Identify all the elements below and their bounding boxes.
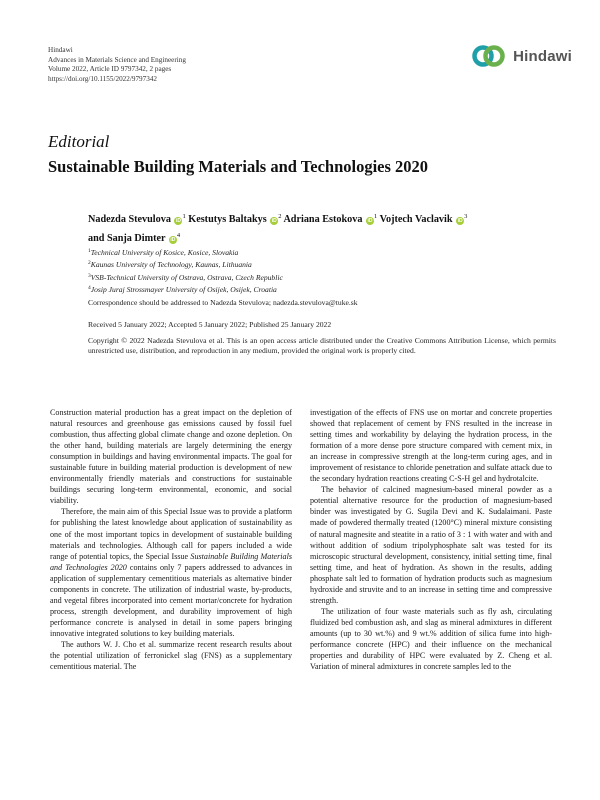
- copyright-notice: Copyright © 2022 Nadezda Stevulova et al. This is an open access article distributed under the Creative Commons Attribution License, which permits unrestricted use, distribution, and reproduction in any medium, provided the original work is properly cited.: [88, 336, 556, 356]
- author-name[interactable]: Kestutys Baltakys: [188, 214, 267, 225]
- affiliation-item: [88, 246, 283, 258]
- author-sup: 3: [464, 213, 468, 220]
- affiliation-sup: 4: [88, 285, 91, 292]
- affiliation-sup: 3: [88, 272, 91, 279]
- article-dates: Received 5 January 2022; Accepted 5 January 2022; Published 25 January 2022: [88, 320, 332, 329]
- affiliations: [88, 246, 283, 296]
- author-sup: 4: [176, 232, 181, 239]
- publisher-name: Hindawi: [48, 46, 73, 54]
- affiliation-item: [88, 283, 283, 295]
- hindawi-logo[interactable]: [471, 44, 572, 68]
- author-line-2: [88, 228, 558, 247]
- special-issue-title: Sustainable Building Materials and Technologies 2020: [50, 551, 292, 572]
- affiliation-text: Kaunas University of Technology, Kaunas, Lithuania: [90, 260, 252, 270]
- paragraph: [50, 506, 292, 639]
- affiliation-item: [88, 258, 283, 270]
- author-list: [88, 209, 558, 247]
- affiliation-item: [88, 271, 283, 283]
- paragraph-text: contains only 7 papers addressed to advances in application of supplementary cementitious materials as alternative binder components in concrete. The utilization of industrial waste, by-products, and vegetal fibres incorporated into cement mortar/concrete for hydration process, strength development, and durability improvement of high performance concrete is analysed in detail in some papers bringing innovative integrated solutions to key building materials.: [50, 562, 292, 638]
- volume-info: Volume 2022, Article ID 9797342, 2 pages: [48, 65, 172, 74]
- author-name[interactable]: Nadezda Stevulova: [88, 214, 171, 225]
- orcid-icon[interactable]: iD: [170, 237, 176, 243]
- orcid-icon[interactable]: iD: [367, 218, 373, 224]
- paragraph: The behavior of calcined magnesium-based mineral powder as a potential alternative resource for the production of magnesium-based binder was investigated by G. Sugila Devi and K. Sudalaimani. Paste made of powdered thermally treated (1200°C) mineral mixture consisting of natural magnesite and steatite in a ratio of 3 : 1 with water and with and without addition of sodium tripolyphosphate salt was tested for its microscopic structural development, consistency, initial setting time, final setting time, and heat of hydration. As shown in the results, adding phosphate salt led to formation of hydration products such as magnesium hydroxide and struvite and to an increase in setting time and compressive strength.: [310, 485, 552, 605]
- orcid-icon[interactable]: iD: [271, 218, 277, 224]
- author-sup: 1: [373, 213, 378, 220]
- section-label: Editorial: [48, 132, 110, 151]
- hindawi-logo-icon: [471, 44, 507, 68]
- author-sup: 2: [278, 213, 282, 220]
- orcid-icon[interactable]: iD: [457, 218, 463, 224]
- paragraph: The authors W. J. Cho et al. summarize recent research results about the potential utilization of ferronickel slag (FNS) as a supplementary cementitious material. The: [50, 639, 292, 672]
- affiliation-text: Josip Juraj Strossmayer University of Osijek, Osijek, Croatia: [90, 285, 277, 295]
- affiliation-text: VSB-Technical University of Ostrava, Ostrava, Czech Republic: [90, 272, 283, 282]
- affiliation-sup: 2: [88, 260, 91, 267]
- author-name[interactable]: Adriana Estokova: [283, 214, 363, 225]
- body-column-left: [50, 407, 292, 672]
- journal-meta: [48, 46, 186, 84]
- author-name[interactable]: Vojtech Vaclavik: [379, 214, 453, 225]
- orcid-icon[interactable]: iD: [175, 218, 181, 224]
- affiliation-text: Technical University of Kosice, Kosice, Slovakia: [90, 248, 239, 257]
- affiliation-sup: 1: [88, 248, 91, 254]
- author-sup: 1: [182, 213, 186, 220]
- paragraph: investigation of the effects of FNS use on mortar and concrete properties showed that replacement of cement by FNS resulted in the increase in setting times and workability by delaying the hydration process, in the formation of a more dense pore structure compared with cement mix, in an increase in compressive strength at the long-term curing ages, and in improvement of resistance to chloride penetration and sulfate attack due to the secondary hydration reactions creating C-S-H gel and hydrotalcite.: [310, 408, 552, 484]
- author-line-1: [88, 209, 558, 228]
- body-column-right: [310, 407, 552, 672]
- paragraph: The utilization of four waste materials such as fly ash, circulating fluidized bed combustion ash, and slag as mineral admixtures in different amounts (up to 30 wt.%) and 9 wt.% addition of silica fume into high-performance concrete (HPC) and their influence on the mechanical properties and durability of HPC were evaluated by Z. Cheng et al. Variation of mineral admixtures in concrete samples led to the: [310, 606, 552, 672]
- logo-text: Hindawi: [513, 47, 572, 65]
- paragraph: Construction material production has a great impact on the depletion of natural resources and greenhouse gas emissions caused by fossil fuel combustion, thus affecting global climate change and ozone depletion. On the other hand, building materials are largely determining the energy consumption in buildings and having environmental impacts. The goal for sustainable future in building material production is development of new environmentally friendly materials and constructions for sustainable buildings securing long-term environmental, economic, and social viability.: [50, 408, 292, 506]
- correspondence: Correspondence should be addressed to Nadezda Stevulova; nadezda.stevulova@tuke.sk: [88, 298, 358, 307]
- journal-name: Advances in Materials Science and Engineering: [48, 55, 186, 64]
- paragraph-text: Therefore, the main aim of this Special Issue was to provide a platform for publishing the latest knowledge about application of sustainability as one of the most important topics in development of sustainable building materials and technologies. Although call for papers included a wide range of potential topics, the Special Issue: [50, 507, 292, 561]
- author-name[interactable]: and Sanja Dimter: [88, 233, 166, 244]
- doi-link[interactable]: https://doi.org/10.1155/2022/9797342: [48, 74, 158, 83]
- article-title: Sustainable Building Materials and Technologies 2020: [48, 157, 429, 176]
